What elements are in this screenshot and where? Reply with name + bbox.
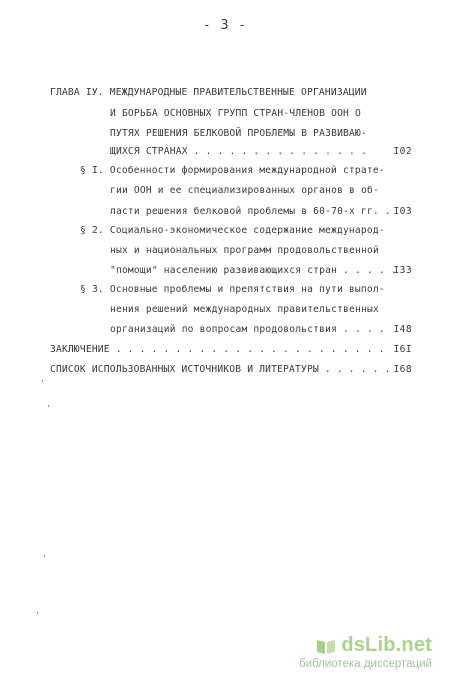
bibliography-entry: СПИСОК ИСПОЛЬЗОВАННЫХ ИСТОЧНИКОВ И ЛИТЕРАТУРЫ . . . . . . <box>50 364 391 375</box>
chapter-title-line-3: ПУТЯХ РЕШЕНИЯ БЕЛКОВОЙ ПРОБЛЕМЫ В РАЗВИВАЮ- <box>110 128 367 139</box>
section-3-page-number: I48 <box>393 324 412 335</box>
scan-speck <box>37 612 38 614</box>
section-2-line-2: ных и национальных программ продовольственной <box>110 245 379 256</box>
chapter-title-line-4: ЩИХСЯ СТРАНАХ . . . . . . . . . . . . . . . <box>110 146 367 157</box>
section-3-line-1: § 3. Основные проблемы и препятствия на пути выпол- <box>80 284 385 295</box>
chapter-title-line-1: ГЛАВА IУ. МЕЖДУНАРОДНЫЕ ПРАВИТЕЛЬСТВЕННЫЕ ОРГАНИЗАЦИИ <box>50 87 367 98</box>
book-logo-icon <box>316 637 336 655</box>
page-number: - 3 - <box>202 18 248 33</box>
section-1-line-2: гии ООН и ее специализированных органов в об- <box>110 185 379 196</box>
section-1-page-number: I03 <box>393 206 412 217</box>
scan-speck <box>42 380 43 382</box>
section-3-line-3: организаций по вопросам продовольствия . . . . <box>110 324 385 335</box>
scan-speck <box>48 405 49 407</box>
dslib-watermark <box>262 634 432 670</box>
bibliography-page-number: I68 <box>393 364 412 375</box>
chapter-page-number: I02 <box>393 146 412 157</box>
conclusion-page-number: I6I <box>393 344 412 355</box>
section-2-line-3: "помощи" населению развивающихся стран . . . . . <box>110 265 397 276</box>
section-2-line-1: § 2. Социально-экономическое содержание международ- <box>80 225 385 236</box>
section-2-page-number: I33 <box>393 265 412 276</box>
scan-speck <box>44 555 45 557</box>
watermark-subtitle: библиотека диссертаций <box>299 658 432 670</box>
section-1-line-3: ласти решения белковой проблемы в 60-70-х гг. . <box>110 206 391 217</box>
watermark-domain: dsLib.net <box>341 634 432 656</box>
chapter-title-line-2: И БОРЬБА ОСНОВНЫХ ГРУПП СТРАН-ЧЛЕНОВ ООН О <box>110 108 361 119</box>
section-1-line-1: § I. Особенности формирования международной страте- <box>80 165 385 176</box>
conclusion-entry: ЗАКЛЮЧЕНИЕ . . . . . . . . . . . . . . . . . . . . . . . <box>50 344 385 355</box>
section-3-line-2: нения решений международных правительственных <box>110 304 379 315</box>
